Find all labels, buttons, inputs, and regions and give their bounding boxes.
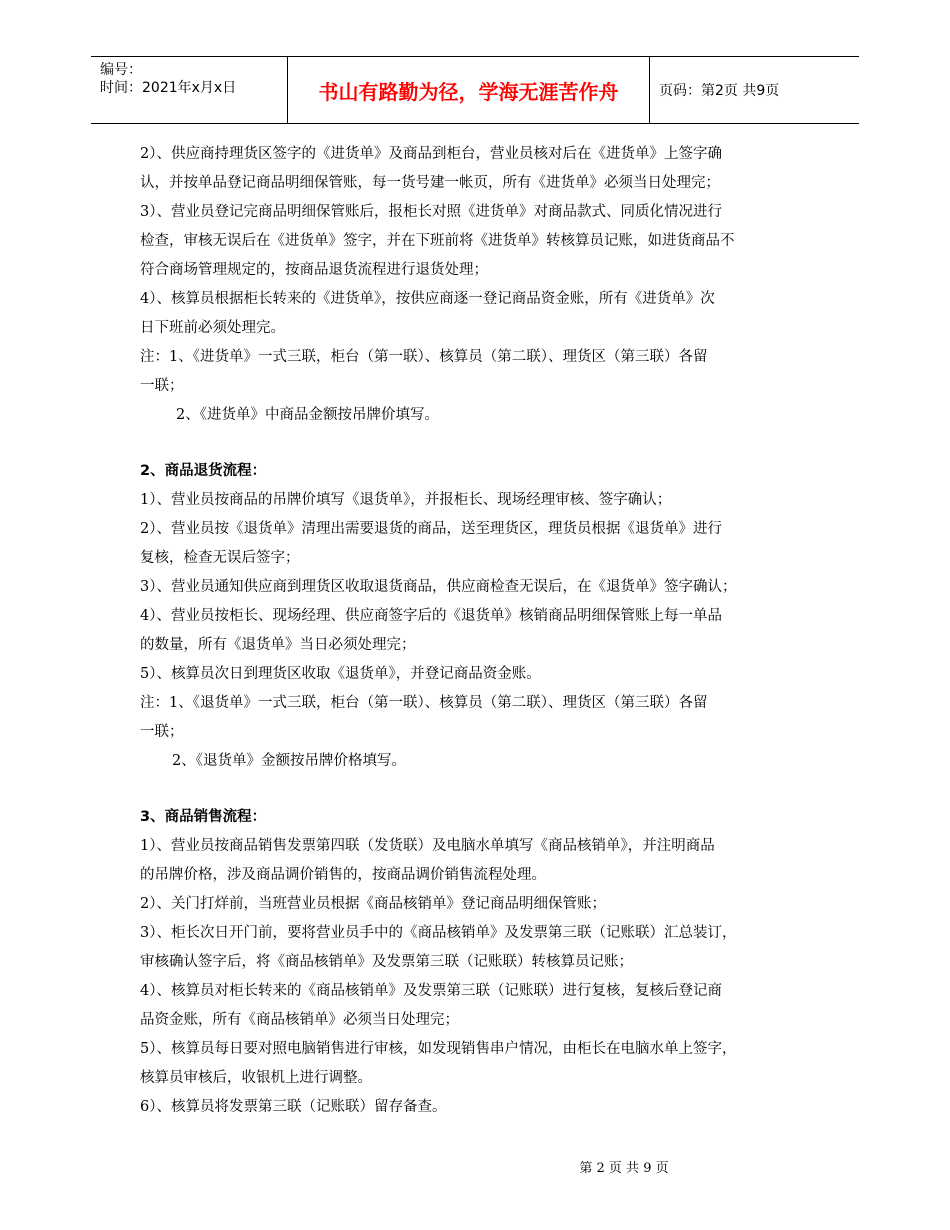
paragraph-line: 的吊牌价格，涉及商品调价销售的，按商品调价销售流程处理。	[140, 867, 546, 883]
section-heading: 2、商品退货流程：	[140, 463, 267, 479]
paragraph-line: 5）、核算员每日要对照电脑销售进行审核，如发现销售串户情况，由柜长在电脑水单上签字，	[140, 1041, 737, 1057]
paragraph-line: 2）、营业员按《退货单》清理出需要退货的商品，送至理货区，理货员根据《退货单》进行	[140, 521, 722, 537]
header-divider-right	[649, 57, 650, 123]
paragraph-line: 4）、营业员按柜长、现场经理、供应商签字后的《退货单》核销商品明细保管账上每一单品	[140, 608, 722, 624]
header-page-label: 页码：第2页 共9页	[659, 83, 780, 99]
paragraph-line: 复核，检查无误后签字；	[140, 550, 300, 566]
paragraph-line: 认，并按单品登记商品明细保管账，每一货号建一帐页，所有《进货单》必须当日处理完；	[140, 175, 720, 191]
paragraph-line: 2）、供应商持理货区签字的《进货单》及商品到柜台，营业员核对后在《进货单》上签字确	[140, 146, 722, 162]
paragraph-line: 1）、营业员按商品销售发票第四联（发货联）及电脑水单填写《商品核销单》，并注明商品	[140, 838, 715, 854]
note-line: 注：1、《进货单》一式三联，柜台（第一联）、核算员（第二联）、理货区（第三联）各留	[140, 349, 708, 365]
paragraph-line: 1）、营业员按商品的吊牌价填写《退货单》，并报柜长、现场经理审核、签字确认；	[140, 492, 672, 508]
note-line: 2、《退货单》金额按吊牌价格填写。	[172, 753, 406, 769]
paragraph-line: 3）、营业员登记完商品明细保管账后，报柜长对照《进货单》对商品款式、同质化情况进行	[140, 204, 722, 220]
paragraph-line: 日下班前必须处理完。	[140, 320, 285, 336]
paragraph-line: 核算员审核后，收银机上进行调整。	[140, 1070, 372, 1086]
paragraph-line: 4）、核算员根据柜长转来的《进货单》，按供应商逐一登记商品资金账，所有《进货单》次	[140, 291, 715, 307]
time-label: 时间：2021年x月x日	[100, 80, 237, 96]
paragraph-line: 5）、核算员次日到理货区收取《退货单》，并登记商品资金账。	[140, 666, 541, 682]
section-gap	[140, 430, 808, 457]
document-body	[140, 140, 808, 1122]
paragraph-line: 2）、关门打烊前，当班营业员根据《商品核销单》登记商品明细保管账；	[140, 896, 606, 912]
note-line: 注：1、《退货单》一式三联，柜台（第一联）、核算员（第二联）、理货区（第三联）各留	[140, 695, 708, 711]
section-heading: 3、商品销售流程：	[140, 809, 267, 825]
note-line: 2、《进货单》中商品金额按吊牌价填写。	[176, 407, 439, 423]
paragraph-line: 品资金账，所有《商品核销单》必须当日处理完；	[140, 1012, 459, 1028]
paragraph-line: 审核确认签字后，将《商品核销单》及发票第三联（记账联）转核算员记账；	[140, 954, 633, 970]
paragraph-line: 3）、柜长次日开门前，要将营业员手中的《商品核销单》及发票第三联（记账联）汇总装订，	[140, 925, 737, 941]
page-header	[91, 56, 859, 124]
header-motto: 书山有路勤为径，学海无涯苦作舟	[318, 79, 619, 104]
paragraph-line: 4）、核算员对柜长转来的《商品核销单》及发票第三联（记账联）进行复核，复核后登记商	[140, 983, 722, 999]
paragraph-line: 3）、营业员通知供应商到理货区收取退货商品，供应商检查无误后，在《退货单》签字确认；	[140, 579, 737, 595]
section-gap	[140, 776, 808, 803]
number-label: 编号：	[100, 62, 142, 78]
paragraph-line: 符合商场管理规定的，按商品退货流程进行退货处理；	[140, 262, 488, 278]
paragraph-line: 检查，审核无误后在《进货单》签字，并在下班前将《进货单》转核算员记账，如进货商品不	[140, 233, 735, 249]
note-line: 一联；	[140, 378, 184, 394]
header-meta	[100, 61, 236, 97]
paragraph-line: 的数量，所有《退货单》当日必须处理完；	[140, 637, 416, 653]
note-line: 一联；	[140, 724, 184, 740]
page-footer	[0, 1157, 950, 1176]
footer-page-number: 第 2 页 共 9 页	[579, 1161, 669, 1176]
paragraph-line: 6）、核算员将发票第三联（记账联）留存备查。	[140, 1099, 447, 1115]
